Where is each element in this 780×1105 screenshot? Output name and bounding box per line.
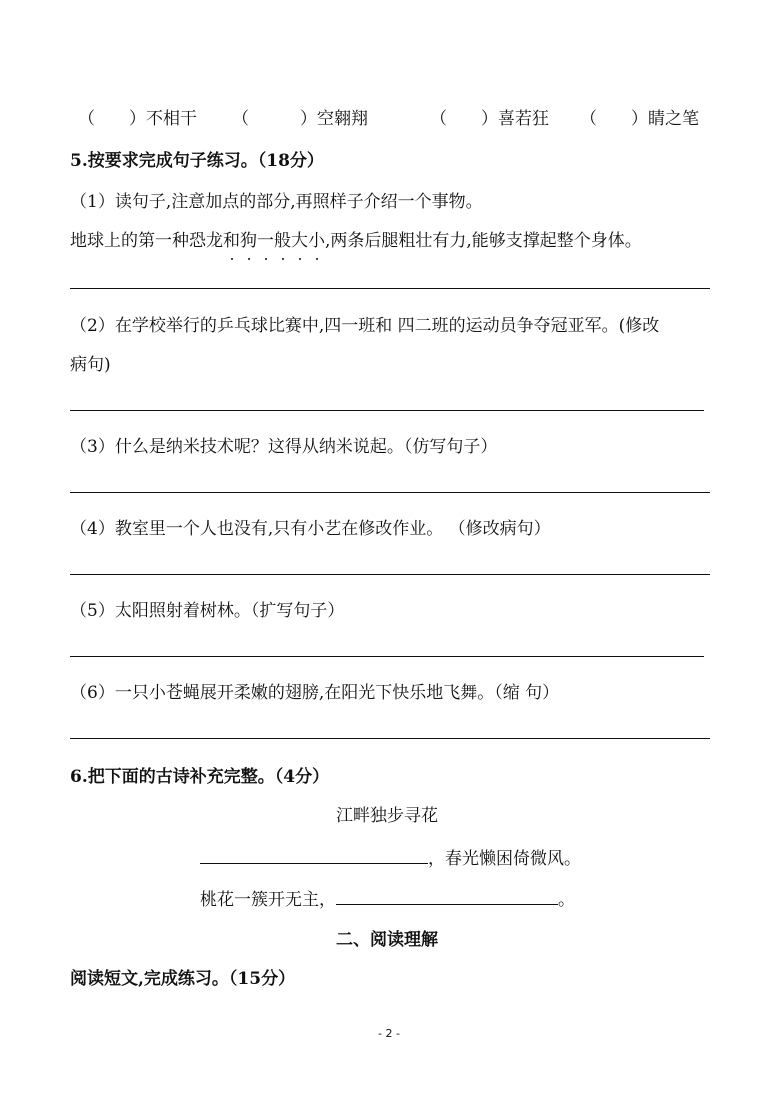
section6-title: 6.把下面的古诗补充完整。（4分） (70, 767, 330, 787)
poem-line-2 (200, 885, 575, 910)
q2-line1: （2）在学校举行的乒乓球比赛中,四一班和 四二班的运动员争夺冠亚军。(修改 (70, 316, 660, 336)
idiom-item-4 (580, 104, 699, 129)
q4-text: （4）教室里一个人也没有,只有小艺在修改作业。 （修改病句） (70, 519, 551, 539)
poem-line1-suffix: ，春光懒困倚微风。 (428, 849, 581, 869)
poem-blank-2[interactable] (336, 903, 558, 905)
idiom-text: 不相干 (146, 109, 197, 129)
idiom-blank[interactable]: （ ） (78, 109, 146, 129)
poem-blank-1[interactable] (200, 862, 428, 864)
idiom-blank[interactable]: （ ） (580, 109, 648, 129)
page-number: - 2 - (378, 1027, 400, 1040)
q1-before: 地球上的第一种恐龙 (70, 231, 223, 251)
poem-line-1 (200, 844, 581, 869)
idiom-text: 喜若狂 (498, 109, 549, 129)
dotted-char: 一 (257, 226, 274, 251)
reading-intro: 阅读短文,完成练习。（15分） (70, 969, 296, 989)
q1-example-sentence (70, 226, 642, 251)
dotted-char: 小 (308, 226, 325, 251)
q3-text: （3）什么是纳米技术呢？这得从纳米说起。（仿写句子） (70, 437, 498, 457)
dotted-char: 和 (223, 226, 240, 251)
answer-line-q4[interactable] (70, 574, 710, 575)
idiom-item-2 (232, 104, 368, 129)
q1-prompt: （1）读句子,注意加点的部分,再照样子介绍一个事物。 (70, 192, 483, 212)
idiom-blank[interactable]: （ ） (232, 109, 317, 129)
section5-title: 5.按要求完成句子练习。（18分） (70, 151, 324, 171)
q6-text: （6）一只小苍蝇展开柔嫩的翅膀,在阳光下快乐地飞舞。（缩 句） (70, 683, 560, 703)
poem-line2-prefix: 桃花一簇开无主， (200, 890, 336, 910)
idiom-item-3 (430, 104, 549, 129)
idiom-blank[interactable]: （ ） (430, 109, 498, 129)
answer-line-q3[interactable] (70, 492, 710, 493)
idiom-text: 空翱翔 (317, 109, 368, 129)
part2-heading: 二、阅读理解 (336, 930, 438, 950)
answer-line-q6[interactable] (70, 738, 710, 739)
answer-line-q2[interactable] (70, 410, 704, 411)
dotted-char: 般 (274, 226, 291, 251)
dotted-char: 大 (291, 226, 308, 251)
poem-line2-suffix: 。 (558, 890, 575, 910)
idiom-item-1 (78, 104, 197, 129)
answer-line-q1[interactable] (70, 288, 710, 289)
idiom-text: 睛之笔 (648, 109, 699, 129)
q5-text: （5）太阳照射着树林。（扩写句子） (70, 601, 345, 621)
poem-title: 江畔独步寻花 (336, 806, 438, 826)
dotted-char: 狗 (240, 226, 257, 251)
answer-line-q5[interactable] (70, 656, 704, 657)
q2-line2: 病句) (70, 355, 111, 375)
q1-after: ,两条后腿粗壮有力,能够支撑起整个身体。 (325, 231, 642, 251)
